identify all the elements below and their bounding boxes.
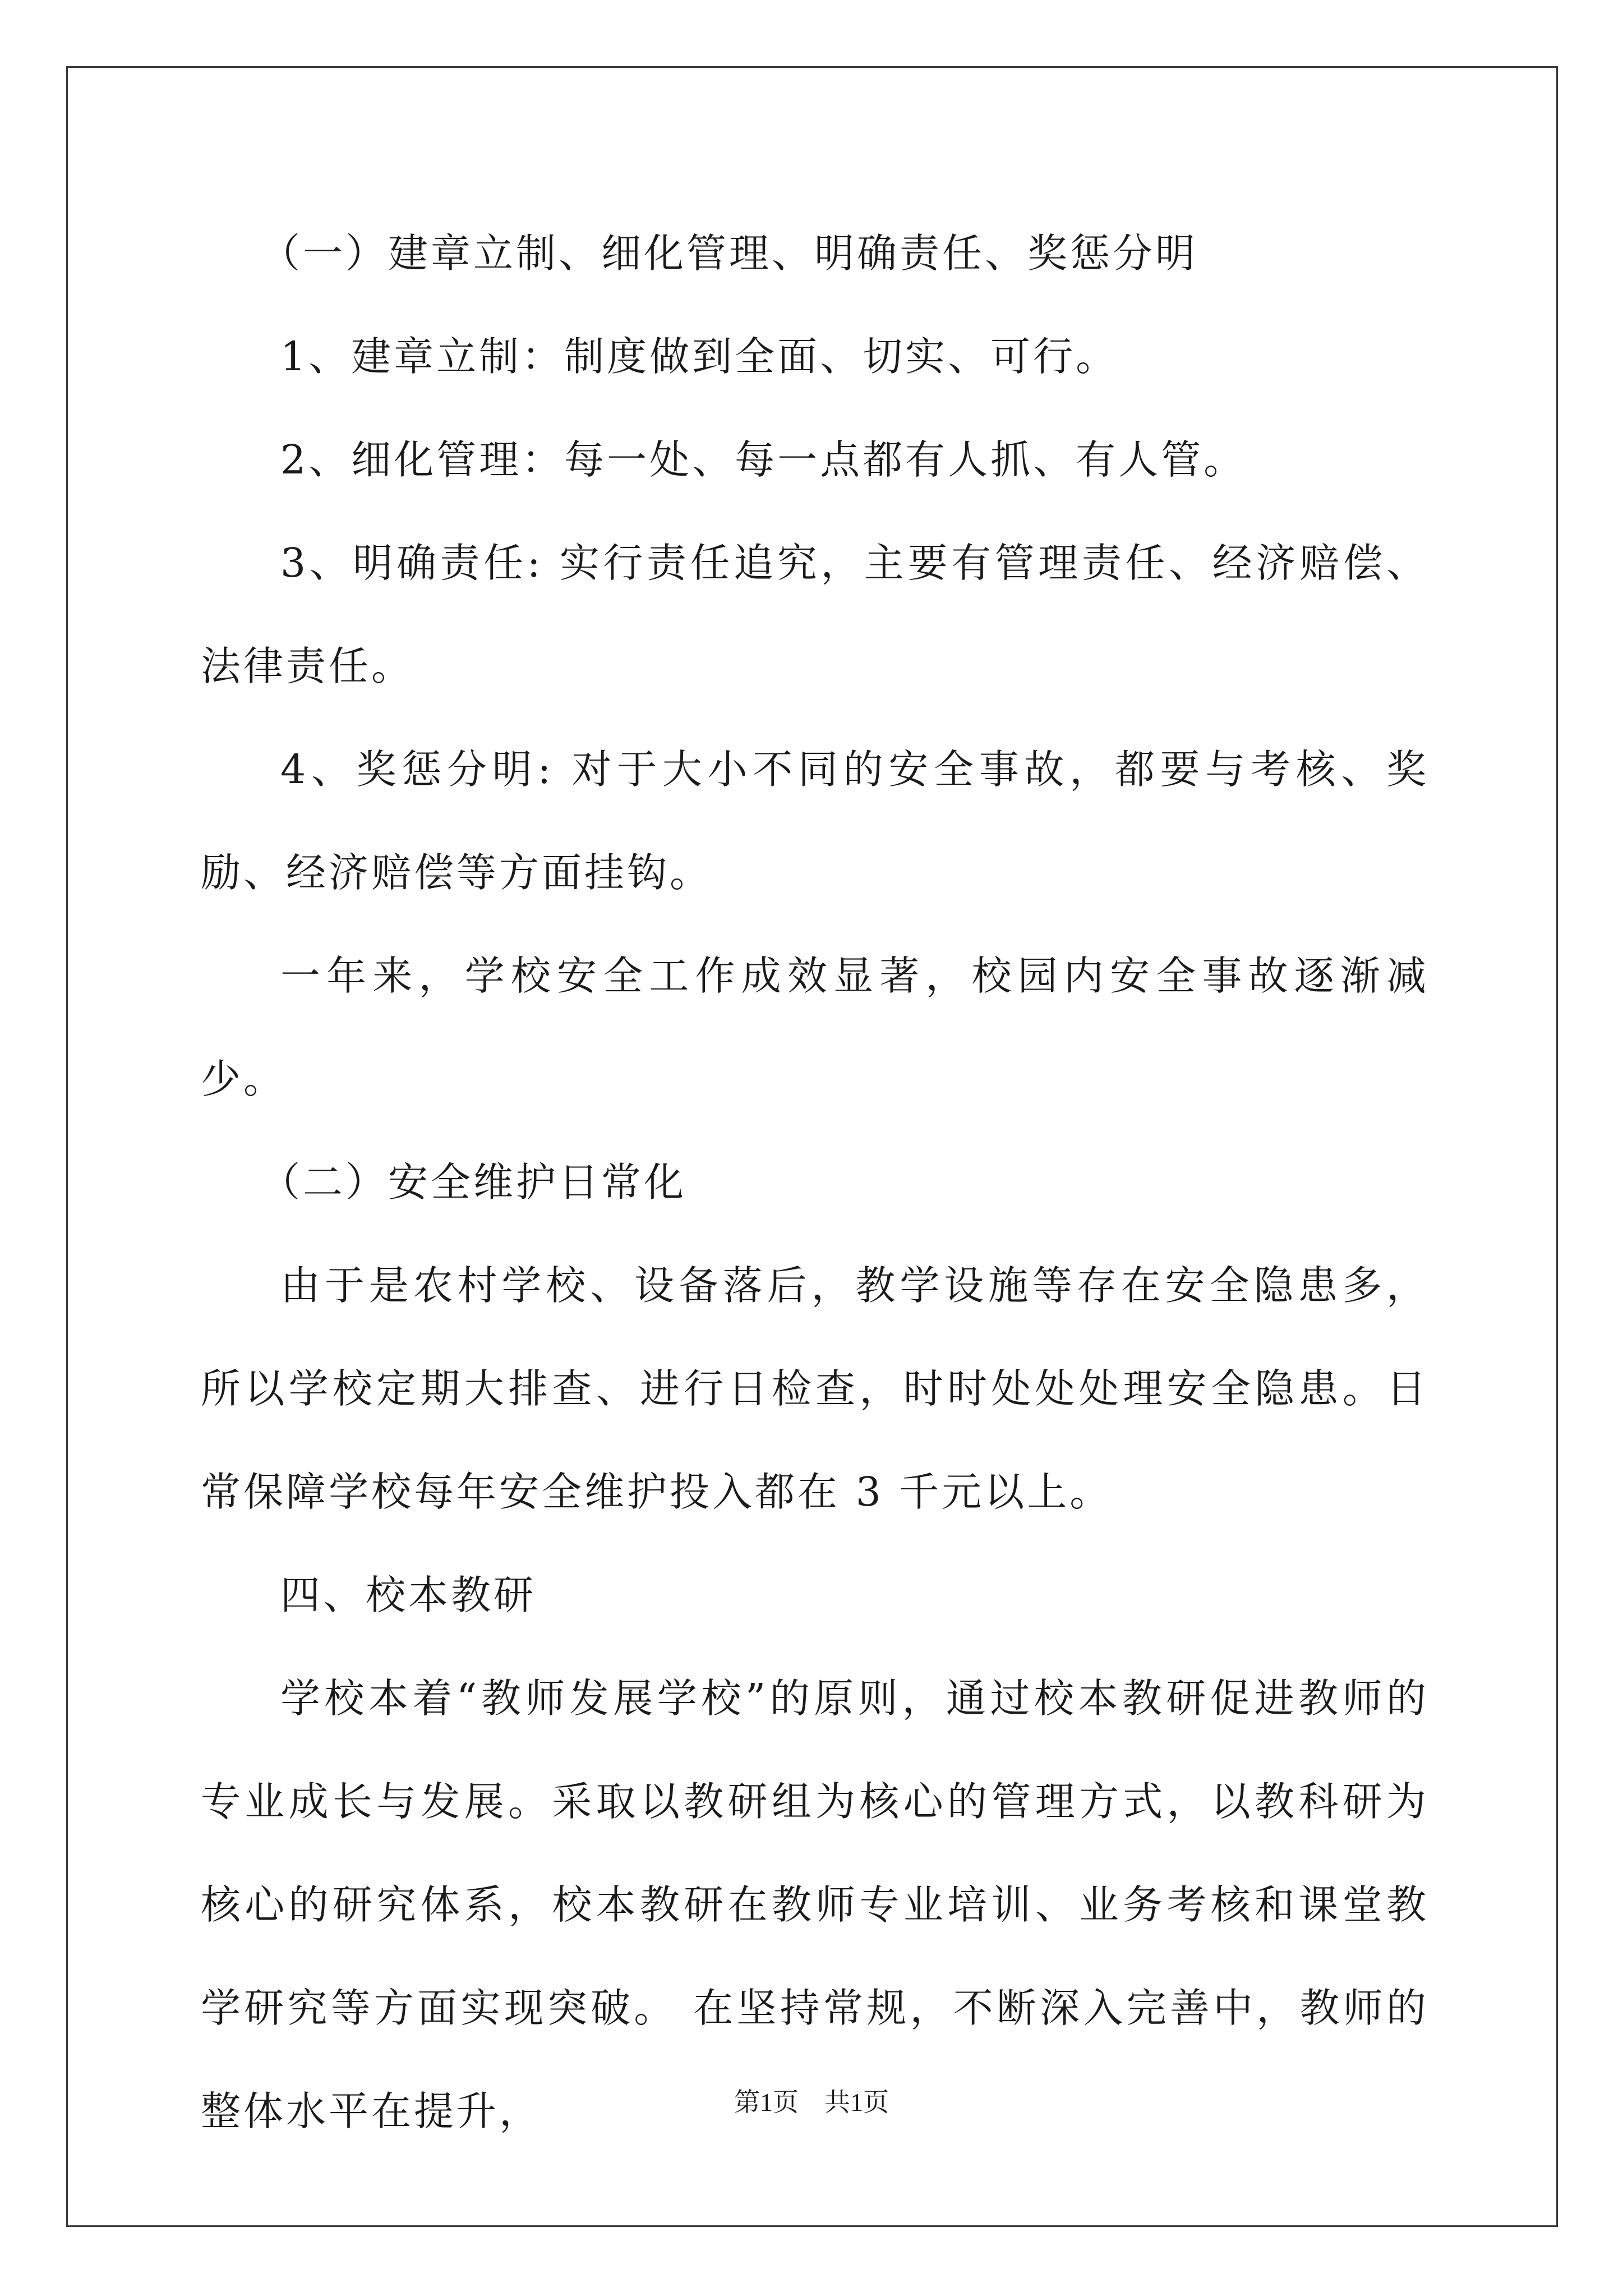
section-heading-4: 四、校本教研 — [280, 1572, 537, 1618]
list-item-4: 4、奖惩分明: 对于大小不同的安全事故，都要与考核、奖励、经济赔偿等方面挂钩。 — [201, 746, 1429, 896]
list-item-1: 1、建章立制：制度做到全面、切实、可行。 — [280, 333, 1119, 380]
summary-paragraph: 一年来，学校安全工作成效显著，校园内安全事故逐渐减少。 — [201, 953, 1429, 1102]
section-heading-1: （一）建章立制、细化管理、明确责任、奖惩分明 — [260, 230, 1198, 277]
list-item-2: 2、细化管理：每一处、每一点都有人抓、有人管。 — [280, 436, 1247, 483]
body-paragraph-research: 学校本着“教师发展学校”的原则，通过校本教研促进教师的专业成长与发展。采取以教研组为核心的管理方式，以教科研为核心的研究体系，校本教研在教师专业培训、业务考核和课堂教学研究等方面实现突破。 在坚持常规，不断深入完善中，教师的整体水平在提升， — [201, 1675, 1429, 2134]
document-body — [201, 202, 1429, 2163]
page-footer: 第1页 共1页 — [734, 2088, 889, 2116]
list-item-3: 3、明确责任: 实行责任追究，主要有管理责任、经济赔偿、法律责任。 — [201, 540, 1429, 689]
section-heading-2: （二）安全维护日常化 — [260, 1159, 687, 1205]
body-paragraph-maintenance: 由于是农村学校、设备落后，教学设施等存在安全隐患多，所以学校定期大排查、进行日检查，时时处处处理安全隐患。日常保障学校每年安全维护投入都在 3 千元以上。 — [201, 1262, 1429, 1515]
